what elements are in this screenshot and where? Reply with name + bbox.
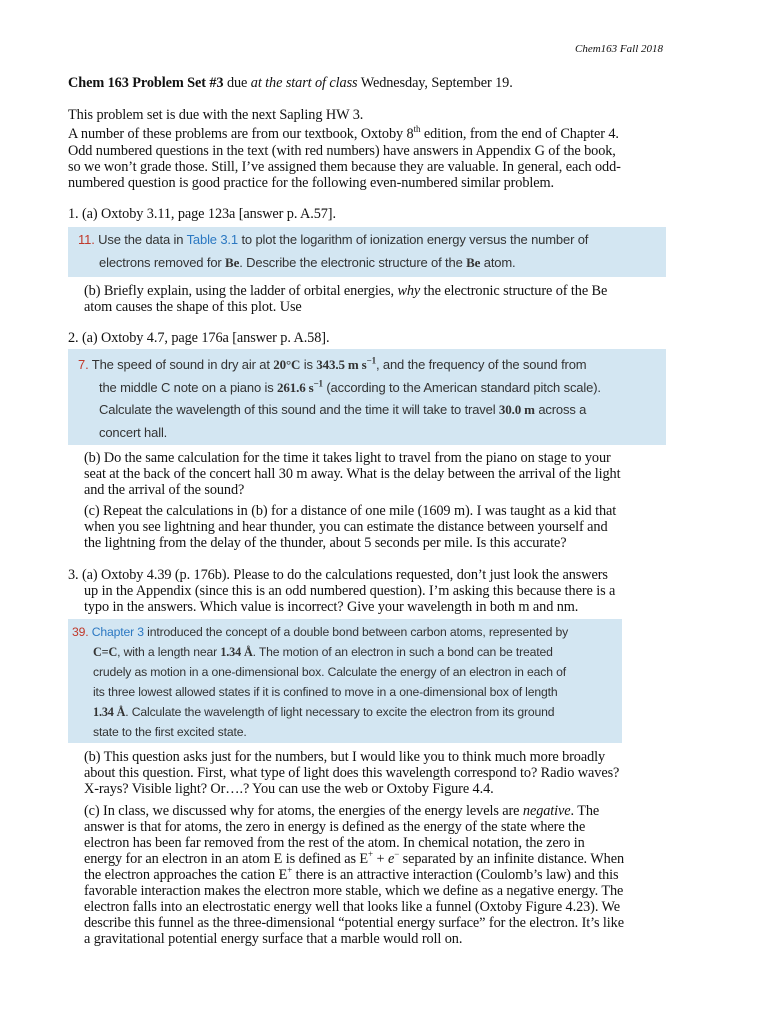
q3-excerpt-text: introduced the concept of a double bond between carbon atoms, represented by [143, 625, 569, 639]
q2-excerpt-text: (according to the American standard pitch scale). [322, 380, 601, 395]
q3-c-text: + [373, 851, 388, 867]
q3-length-value: 1.34 Å [93, 705, 126, 719]
q1-excerpt-line-1 [78, 232, 588, 247]
q3-excerpt-text: , with a length near [117, 645, 221, 659]
q3-excerpt-text: . Calculate the wavelength of light necessary to excite the electron from its ground [125, 705, 555, 719]
q3-part-c-line-3: electron has been far removed from the rest of the atom. In chemical notation, the zero in [84, 835, 585, 851]
intro-line-1: This problem set is due with the next Sapling HW 3. [68, 107, 364, 123]
q2-part-b-line-3: and the arrival of the sound? [84, 482, 245, 498]
intro-line-4: so we won’t grade those. Still, I’ve assigned them because they are valuable. In general, each odd- [68, 159, 621, 175]
q1-part-b-line-2: atom causes the shape of this plot. Use [84, 299, 302, 315]
q3-part-c-line-7: electron falls into an electrostatic energy well that looks like a funnel (Oxtoby Figure 4.23). We [84, 899, 621, 915]
q2-excerpt-number: 7. [78, 357, 89, 372]
q2-part-c-line-1: (c) Repeat the calculations in (b) for a distance of one mile (1609 m). I was taught as a kid that [84, 503, 617, 519]
charge-minus: − [394, 849, 400, 860]
charge-plus: + [368, 849, 374, 860]
element-be: Be [466, 255, 481, 270]
q1-part-b-line-1 [84, 283, 607, 299]
q3-part-a-line-3: typo in the answers. Which value is incorrect? Give your wavelength in both m and nm. [84, 599, 579, 615]
q2-frequency-value: 261.6 s [277, 380, 314, 395]
q2-excerpt-text: The speed of sound in dry air at [88, 357, 274, 372]
q2-exponent: −1 [313, 378, 323, 389]
q1-excerpt-text: electrons removed for [99, 255, 226, 270]
q3-part-a-line-2: up in the Appendix (since this is an odd numbered question). I’m asking this because there is a [84, 583, 616, 599]
q2-temperature: 20°C [273, 357, 301, 372]
q2-excerpt-line-4: concert hall. [99, 425, 168, 440]
q3-part-c-line-5 [84, 867, 619, 883]
q3-excerpt-line-2 [93, 645, 553, 660]
q3-part-c-line-9: a gravitational potential energy surface that a marble would roll on. [84, 931, 463, 947]
q3-excerpt-line-1 [72, 625, 568, 639]
chapter-3-link[interactable]: Chapter 3 [88, 625, 144, 639]
intro-line-2b: edition, from the end of Chapter 4. [420, 126, 619, 142]
q1-excerpt-number: 11. [78, 232, 95, 247]
q3-part-c-line-1 [84, 803, 599, 819]
q3-c-text: energy for an electron in an atom E is defined as E [84, 851, 369, 867]
intro-line-3: Odd numbered questions in the text (with red numbers) have answers in Appendix G of the book, [68, 143, 616, 159]
q3-part-c-line-6: favorable interaction makes the electron more stable, which we define as a negative energy. The [84, 883, 624, 899]
q3-part-b-line-2: about this question. First, what type of light does this wavelength correspond to? Radio waves? [84, 765, 620, 781]
electron-symbol: e [387, 851, 395, 867]
title-bold: Chem 163 Problem Set #3 [68, 75, 224, 91]
intro-line-2 [68, 126, 619, 142]
q2-excerpt-text: the middle C note on a piano is [99, 380, 278, 395]
page-title [68, 75, 513, 91]
q3-c-text: separated by an infinite distance. When [399, 851, 624, 867]
q2-exponent: −1 [366, 355, 376, 366]
q3-excerpt-line-5 [93, 705, 554, 720]
q3-excerpt-line-3: crudely as motion in a one-dimensional box. Calculate the energy of an electron in each of [93, 665, 566, 679]
q1-b-text: (b) Briefly explain, using the ladder of orbital energies, [84, 283, 398, 299]
q2-excerpt-text: , and the frequency of the sound from [375, 357, 587, 372]
intro-line-5: numbered question is good practice for the following even-numbered similar problem. [68, 175, 554, 191]
q2-speed-value: 343.5 m s [316, 357, 367, 372]
table-3-1-link[interactable]: Table 3.1 [186, 232, 238, 247]
q3-part-c-line-4 [84, 851, 624, 867]
q3-excerpt-line-4: its three lowest allowed states if it is confined to move in a one-dimensional box of length [93, 685, 558, 699]
q1-excerpt-line-2 [99, 255, 516, 271]
q2-part-b-line-1: (b) Do the same calculation for the time it takes light to travel from the piano on stage to your [84, 450, 611, 466]
element-be: Be [225, 255, 240, 270]
q2-excerpt-text: across a [534, 402, 587, 417]
q3-c-text: . The [570, 803, 600, 819]
q2-excerpt-line-2 [99, 380, 601, 396]
q3-c-text: there is an attractive interaction (Coulomb’s law) and this [292, 867, 619, 883]
q1-part-a: 1. (a) Oxtoby 3.11, page 123a [answer p. A.57]. [68, 206, 336, 222]
q2-part-c-line-2: when you see lightning and hear thunder, you can estimate the distance between yourself and [84, 519, 608, 535]
q2-excerpt-text: Calculate the wavelength of this sound and the time it will take to travel [99, 402, 499, 417]
q2-excerpt-line-3 [99, 402, 586, 418]
title-italic: at the start of class [250, 75, 358, 91]
q3-length-value: 1.34 Å [220, 645, 253, 659]
q3-part-c-line-2: answer is that for atoms, the zero in energy is defined as the energy of the state where the [84, 819, 586, 835]
title-rest: Wednesday, September 19. [357, 75, 513, 91]
q3-part-b-line-3: X-rays? Visible light? Or….? You can use the web or Oxtoby Figure 4.4. [84, 781, 494, 797]
q3-c-text: (c) In class, we discussed why for atoms, the energies of the energy levels are [84, 803, 523, 819]
q1-b-text: the electronic structure of the Be [420, 283, 608, 299]
q3-part-c-line-8: describe this funnel as the three-dimensional “potential energy surface” for the electron. It’s like [84, 915, 624, 931]
q1-excerpt-text: Use the data in [94, 232, 187, 247]
q2-distance-value: 30.0 m [498, 402, 535, 417]
intro-line-2a: A number of these problems are from our textbook, Oxtoby 8 [68, 126, 414, 142]
q1-excerpt-text: atom. [480, 255, 516, 270]
q3-c-text: the electron approaches the cation E [84, 867, 288, 883]
q1-excerpt-text: . Describe the electronic structure of the [239, 255, 467, 270]
q3-excerpt-text: . The motion of an electron in such a bond can be treated [252, 645, 553, 659]
q2-part-b-line-2: seat at the back of the concert hall 30 m away. What is the delay between the arrival of the light [84, 466, 621, 482]
intro-sup: th [413, 124, 421, 135]
q3-excerpt-number: 39. [72, 625, 89, 639]
q2-part-c-line-3: the lightning from the delay of the thunder, about 5 seconds per mile. Is this accurate? [84, 535, 567, 551]
q1-b-emphasis: why [397, 283, 421, 299]
q3-excerpt-line-6: state to the first excited state. [93, 725, 247, 739]
page-header: Chem163 Fall 2018 [575, 43, 663, 55]
q3-double-bond: C=C [93, 645, 118, 659]
q1-excerpt-text: to plot the logarithm of ionization energy versus the number of [237, 232, 589, 247]
q2-part-a: 2. (a) Oxtoby 4.7, page 176a [answer p. A.58]. [68, 330, 330, 346]
q2-excerpt-line-1 [78, 357, 586, 373]
q2-excerpt-text: is [300, 357, 317, 372]
q3-part-a-line-1: 3. (a) Oxtoby 4.39 (p. 176b). Please to do the calculations requested, don’t just look the answers [68, 567, 608, 583]
charge-plus: + [287, 865, 293, 876]
q3-c-emphasis: negative [522, 803, 571, 819]
q3-part-b-line-1: (b) This question asks just for the numbers, but I would like you to think much more broadly [84, 749, 606, 765]
title-due: due [223, 75, 251, 91]
